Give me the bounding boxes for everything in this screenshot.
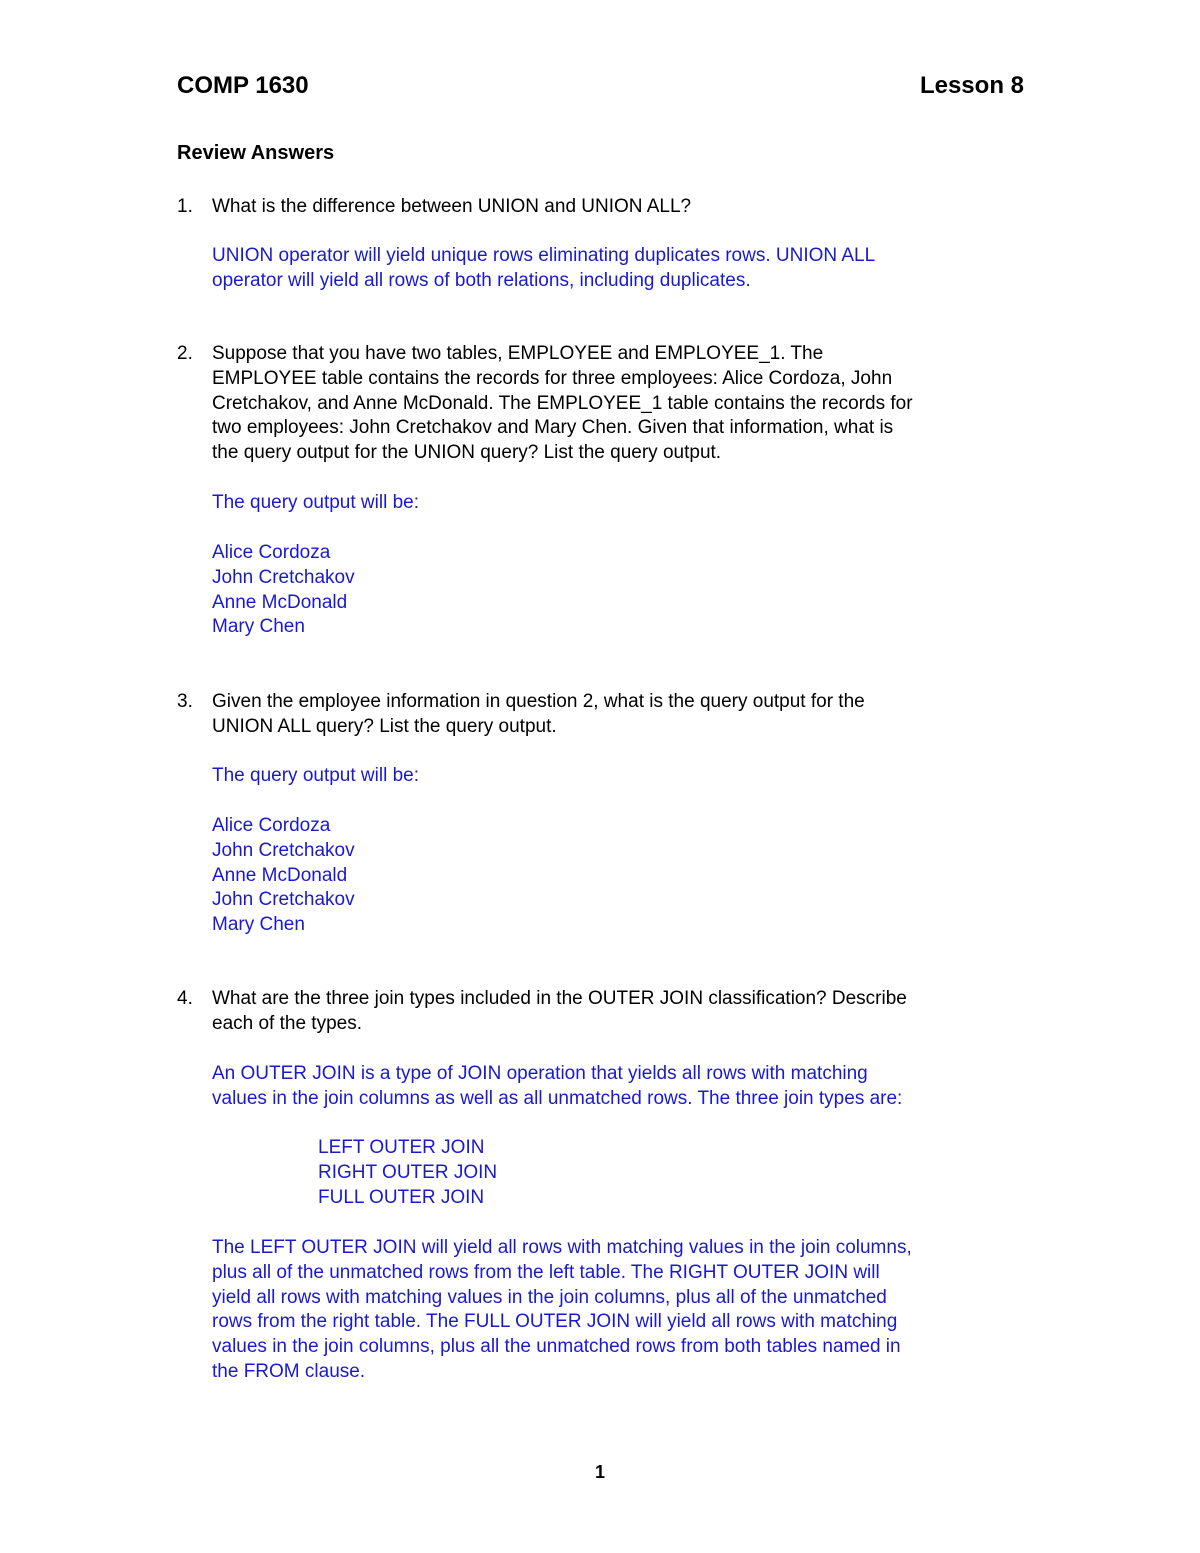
list-item: Alice Cordoza	[212, 542, 331, 563]
answer-3-list	[212, 814, 1027, 938]
answer-3-intro	[212, 764, 1027, 789]
list-item: John Cretchakov	[212, 889, 355, 911]
question-number: 3.	[177, 691, 193, 712]
answer-2-list	[212, 541, 1027, 640]
lesson-title: Lesson 8	[919, 72, 1024, 99]
question-number: 4.	[177, 988, 193, 1009]
list-item: Anne McDonald	[212, 591, 348, 613]
page-number: 1	[594, 1462, 605, 1482]
answer-4-intro	[212, 1062, 1027, 1112]
question-line: Suppose that you have two tables, EMPLOYEE and EMPLOYEE_1. The	[212, 343, 824, 364]
question-text	[212, 690, 1027, 740]
list-item: John Cretchakov	[212, 839, 355, 861]
question-line: two employees: John Cretchakov and Mary Chen. Given that information, what is	[212, 417, 894, 439]
question-number: 2.	[177, 343, 193, 364]
answer-line: The query output will be:	[212, 492, 420, 513]
question-text	[212, 342, 1027, 466]
section-title: Review Answers	[177, 142, 335, 164]
answer-line: values in the join columns, plus all the unmatched rows from both tables named in	[212, 1336, 901, 1358]
answer-4-description	[212, 1236, 1027, 1385]
answer-line: UNION operator will yield unique rows eliminating duplicates rows. UNION ALL	[212, 245, 876, 266]
question-line: UNION ALL query? List the query output.	[212, 715, 557, 737]
question-line: the query output for the UNION query? List the query output.	[212, 442, 722, 464]
question-line: Cretchakov, and Anne McDonald. The EMPLOYEE_1 table contains the records for	[212, 392, 913, 414]
answer-line: The query output will be:	[212, 765, 420, 786]
list-item: Alice Cordoza	[212, 815, 331, 836]
answer-line: An OUTER JOIN is a type of JOIN operation that yields all rows with matching	[212, 1063, 868, 1084]
question-line: Given the employee information in question 2, what is the query output for the	[212, 691, 865, 712]
answer-line: values in the join columns as well as all unmatched rows. The three join types are:	[212, 1087, 903, 1109]
page-header	[177, 72, 1024, 106]
list-item: Mary Chen	[212, 914, 305, 936]
question-text	[212, 987, 1027, 1037]
list-item: FULL OUTER JOIN	[318, 1186, 485, 1208]
answer-line: rows from the right table. The FULL OUTER JOIN will yield all rows with matching	[212, 1311, 898, 1333]
course-code: COMP 1630	[177, 72, 309, 99]
question-line: each of the types.	[212, 1012, 362, 1034]
question-text	[212, 195, 1027, 220]
join-types-list	[318, 1136, 1133, 1210]
list-item: Mary Chen	[212, 616, 305, 638]
answer-1	[212, 244, 1027, 294]
question-number: 1.	[177, 196, 193, 217]
question-line: EMPLOYEE table contains the records for three employees: Alice Cordoza, John	[212, 367, 893, 389]
answer-line: plus all of the unmatched rows from the left table. The RIGHT OUTER JOIN will	[212, 1261, 880, 1283]
list-item: John Cretchakov	[212, 566, 355, 588]
list-item: Anne McDonald	[212, 864, 348, 886]
question-line: What is the difference between UNION and UNION ALL?	[212, 196, 692, 217]
list-item: LEFT OUTER JOIN	[318, 1137, 485, 1158]
answer-line: operator will yield all rows of both relations, including duplicates.	[212, 269, 751, 291]
answer-line: the FROM clause.	[212, 1360, 366, 1382]
answer-line: The LEFT OUTER JOIN will yield all rows with matching values in the join columns,	[212, 1237, 912, 1258]
answer-line: yield all rows with matching values in the join columns, plus all of the unmatched	[212, 1286, 887, 1308]
answer-2-intro	[212, 491, 1027, 516]
question-line: What are the three join types included in the OUTER JOIN classification? Describe	[212, 988, 907, 1009]
list-item: RIGHT OUTER JOIN	[318, 1161, 498, 1183]
